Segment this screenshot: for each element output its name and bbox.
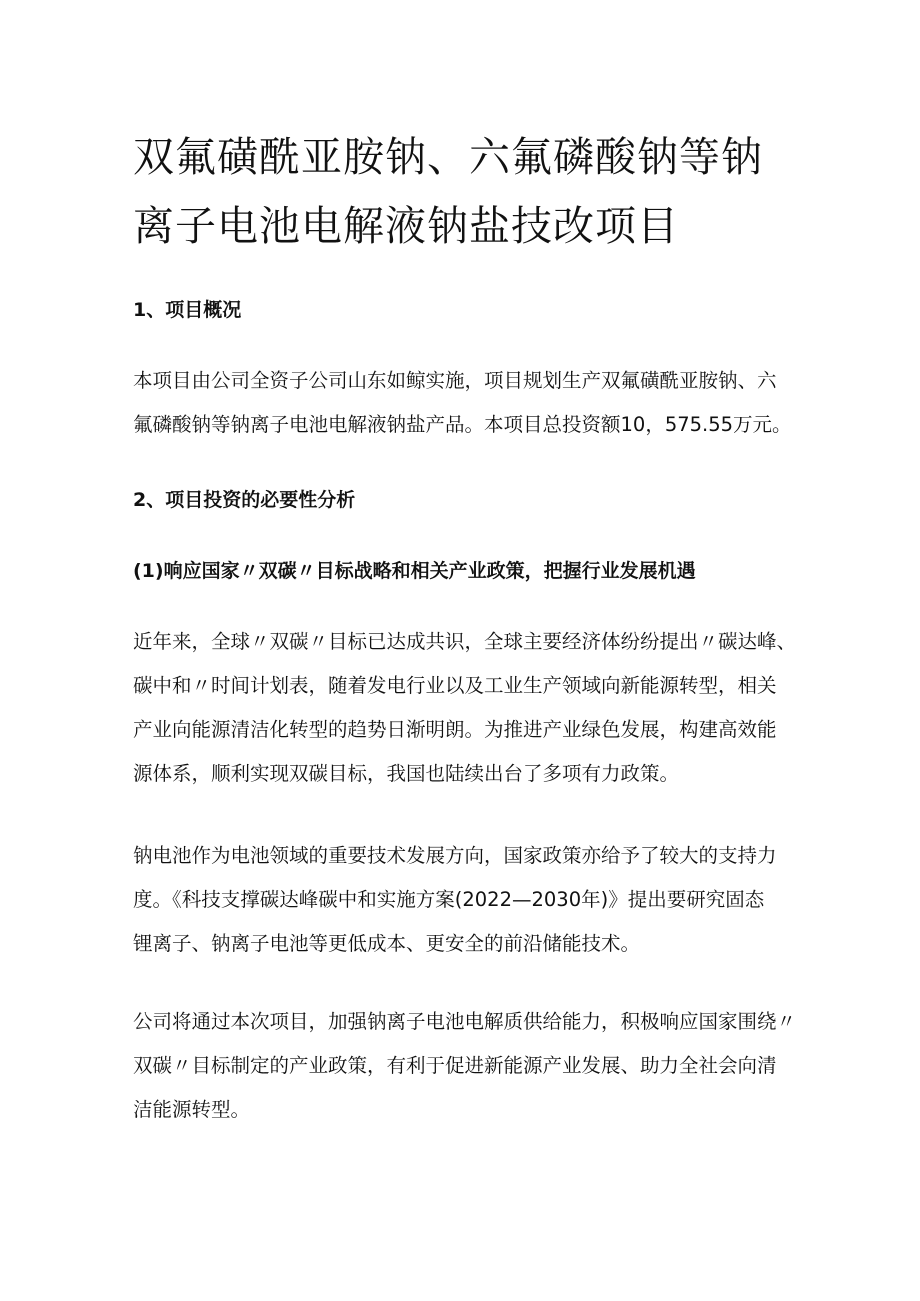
paragraph-line: 氟磷酸钠等钠离子电池电解液钠盐产品。本项目总投资额10，575.55万元。: [133, 413, 792, 436]
paragraph-line: 碳中和〃时间计划表，随着发电行业以及工业生产领域向新能源转型，相关: [133, 674, 777, 697]
paragraph-line: 近年来，全球〃双碳〃目标已达成共识，全球主要经济体纷纷提出〃碳达峰、: [133, 630, 797, 653]
paragraph-overview: [133, 359, 793, 447]
paragraph-line: 洁能源转型。: [133, 1098, 251, 1121]
paragraph-line: 双碳〃目标制定的产业政策，有利于促进新能源产业发展、助力全社会向清: [133, 1054, 777, 1077]
paragraph-company-project: [133, 1000, 797, 1132]
paragraph-line: 公司将通过本次项目，加强钠离子电池电解质供给能力，积极响应国家围绕〃: [133, 1010, 797, 1033]
subsection-heading-dual-carbon: (1)响应国家〃双碳〃目标战略和相关产业政策，把握行业发展机遇: [133, 560, 696, 582]
paragraph-line: 锂离子、钠离子电池等更低成本、更安全的前沿储能技术。: [133, 932, 641, 955]
paragraph-global-carbon: [133, 620, 797, 796]
title-line: 双氟磺酰亚胺钠、六氟磷酸钠等钠: [133, 133, 763, 181]
paragraph-line: 本项目由公司全资子公司山东如鲸实施，项目规划生产双氟磺酰亚胺钠、六: [133, 369, 777, 392]
paragraph-sodium-battery-policy: [133, 834, 793, 966]
section-heading-necessity: 2、项目投资的必要性分析: [133, 489, 356, 511]
paragraph-line: 产业向能源清洁化转型的趋势日渐明朗。为推进产业绿色发展，构建高效能: [133, 718, 777, 741]
paragraph-line: 钠电池作为电池领域的重要技术发展方向，国家政策亦给予了较大的支持力: [133, 844, 777, 867]
section-heading-overview: 1、项目概况: [133, 299, 242, 321]
paragraph-line: 源体系，顺利实现双碳目标，我国也陆续出台了多项有力政策。: [133, 762, 680, 785]
paragraph-line: 度。《科技支撑碳达峰碳中和实施方案(2022—2030年)》提出要研究固态: [133, 888, 765, 911]
title-line: 离子电池电解液钠盐技改项目: [133, 202, 679, 250]
document-title: [133, 123, 793, 261]
